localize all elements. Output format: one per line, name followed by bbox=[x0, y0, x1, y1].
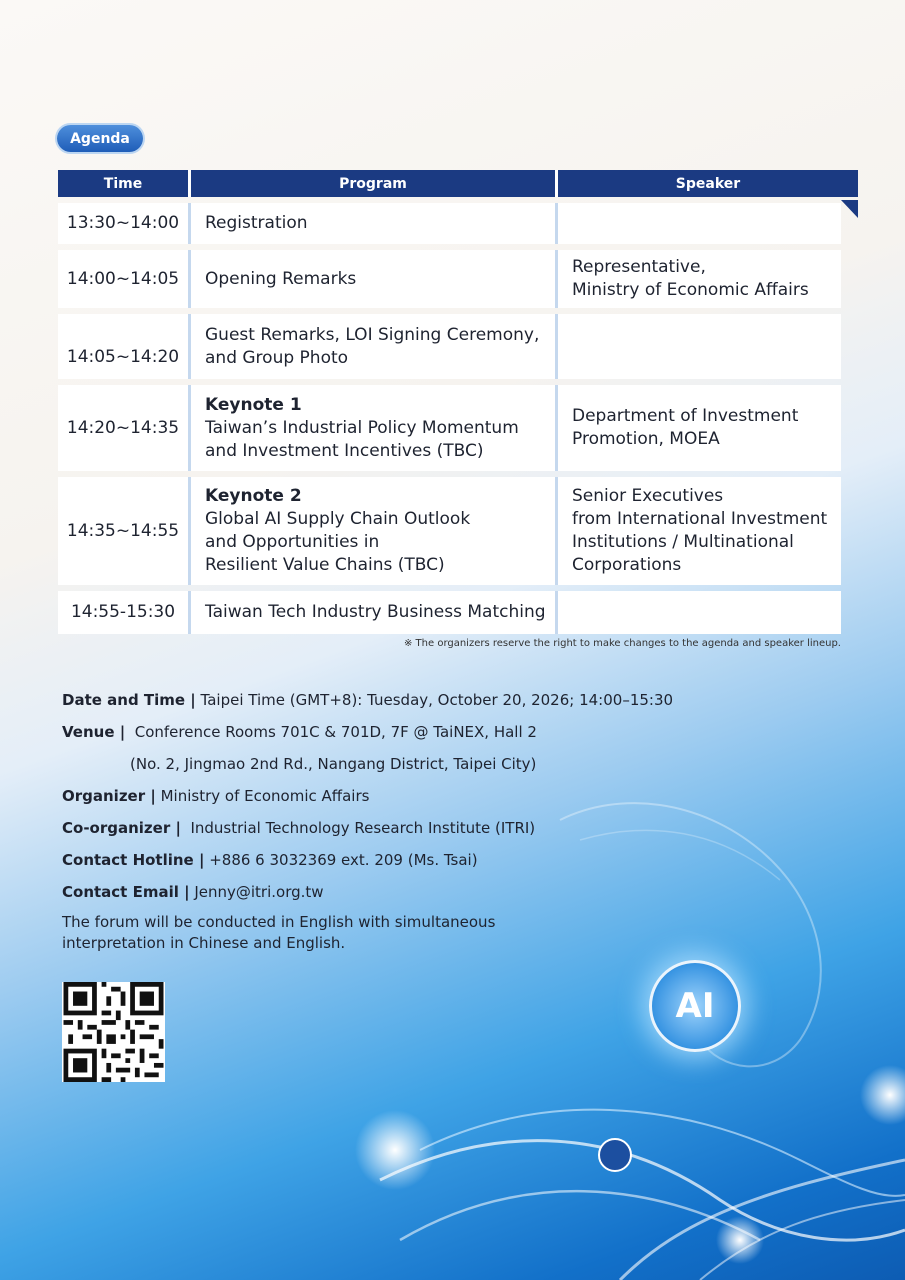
agenda-disclaimer: ※ The organizers reserve the right to make changes to the agenda and speaker lineup. bbox=[403, 638, 841, 649]
qr-code-icon[interactable] bbox=[62, 982, 165, 1082]
row-program: Guest Remarks, LOI Signing Ceremony, and Group Photo bbox=[191, 314, 558, 379]
coorganizer-label: Co-organizer | bbox=[62, 819, 181, 837]
email-label: Contact Email | bbox=[62, 883, 190, 901]
table-row bbox=[58, 203, 858, 244]
row-time: 14:35~14:55 bbox=[58, 477, 191, 585]
email-link[interactable]: Jenny@itri.org.tw bbox=[189, 883, 324, 901]
row-time: 14:00~14:05 bbox=[58, 250, 191, 308]
event-info bbox=[62, 684, 673, 908]
header-corner-decoration bbox=[841, 200, 858, 218]
row-speaker bbox=[558, 591, 841, 634]
info-hotline bbox=[62, 844, 673, 876]
language-note: The forum will be conducted in English with simultaneous interpretation in Chinese and English. bbox=[62, 913, 496, 952]
header-program: Program bbox=[191, 170, 558, 197]
agenda-table bbox=[58, 170, 858, 634]
venue-value: Conference Rooms 701C & 701D, 7F @ TaiNEX, Hall 2 bbox=[125, 723, 537, 741]
hotline-value: +886 6 3032369 ext. 209 (Ms. Tsai) bbox=[204, 851, 478, 869]
row-program: Taiwan Tech Industry Business Matching bbox=[191, 591, 558, 634]
row-time: 14:20~14:35 bbox=[58, 385, 191, 471]
organizer-label: Organizer | bbox=[62, 787, 156, 805]
hotline-label: Contact Hotline | bbox=[62, 851, 205, 869]
info-venue bbox=[62, 716, 673, 748]
venue-label: Venue | bbox=[62, 723, 126, 741]
row-program: Registration bbox=[191, 203, 558, 244]
row-time: 13:30~14:00 bbox=[58, 203, 191, 244]
table-header bbox=[58, 170, 858, 197]
row-program: Keynote 1 Taiwan’s Industrial Policy Momentum and Investment Incentives (TBC) bbox=[191, 385, 558, 471]
row-speaker bbox=[558, 314, 841, 379]
info-coorganizer bbox=[62, 812, 673, 844]
header-time: Time bbox=[58, 170, 191, 197]
info-organizer bbox=[62, 780, 673, 812]
row-speaker: Representative, Ministry of Economic Affairs bbox=[558, 250, 841, 308]
row-program: Opening Remarks bbox=[191, 250, 558, 308]
coorganizer-value: Industrial Technology Research Institute (ITRI) bbox=[180, 819, 536, 837]
info-venue-address: (No. 2, Jingmao 2nd Rd., Nangang District, Taipei City) bbox=[130, 755, 537, 773]
date-label: Date and Time | bbox=[62, 691, 196, 709]
row-speaker: Senior Executives from International Investment Institutions / Multinational Corporations bbox=[558, 477, 841, 585]
organizer-value: Ministry of Economic Affairs bbox=[155, 787, 370, 805]
row-speaker bbox=[558, 203, 841, 244]
row-program: Keynote 2 Global AI Supply Chain Outlook and Opportunities in Resilient Value Chains (TBC) bbox=[191, 477, 558, 585]
ai-badge-icon: AI bbox=[649, 960, 741, 1052]
table-row bbox=[58, 385, 858, 471]
table-row bbox=[58, 250, 858, 308]
table-row bbox=[58, 477, 858, 585]
table-row bbox=[58, 314, 858, 379]
row-time: 14:05~14:20 bbox=[58, 314, 191, 379]
row-time: 14:55-15:30 bbox=[58, 591, 191, 634]
date-value: Taipei Time (GMT+8): Tuesday, October 20, 2026; 14:00–15:30 bbox=[195, 691, 674, 709]
header-speaker: Speaker bbox=[675, 175, 741, 192]
info-email bbox=[62, 876, 673, 908]
agenda-label: Agenda bbox=[57, 125, 143, 152]
info-date bbox=[62, 684, 673, 716]
table-row bbox=[58, 591, 858, 634]
row-speaker: Department of Investment Promotion, MOEA bbox=[558, 385, 841, 471]
